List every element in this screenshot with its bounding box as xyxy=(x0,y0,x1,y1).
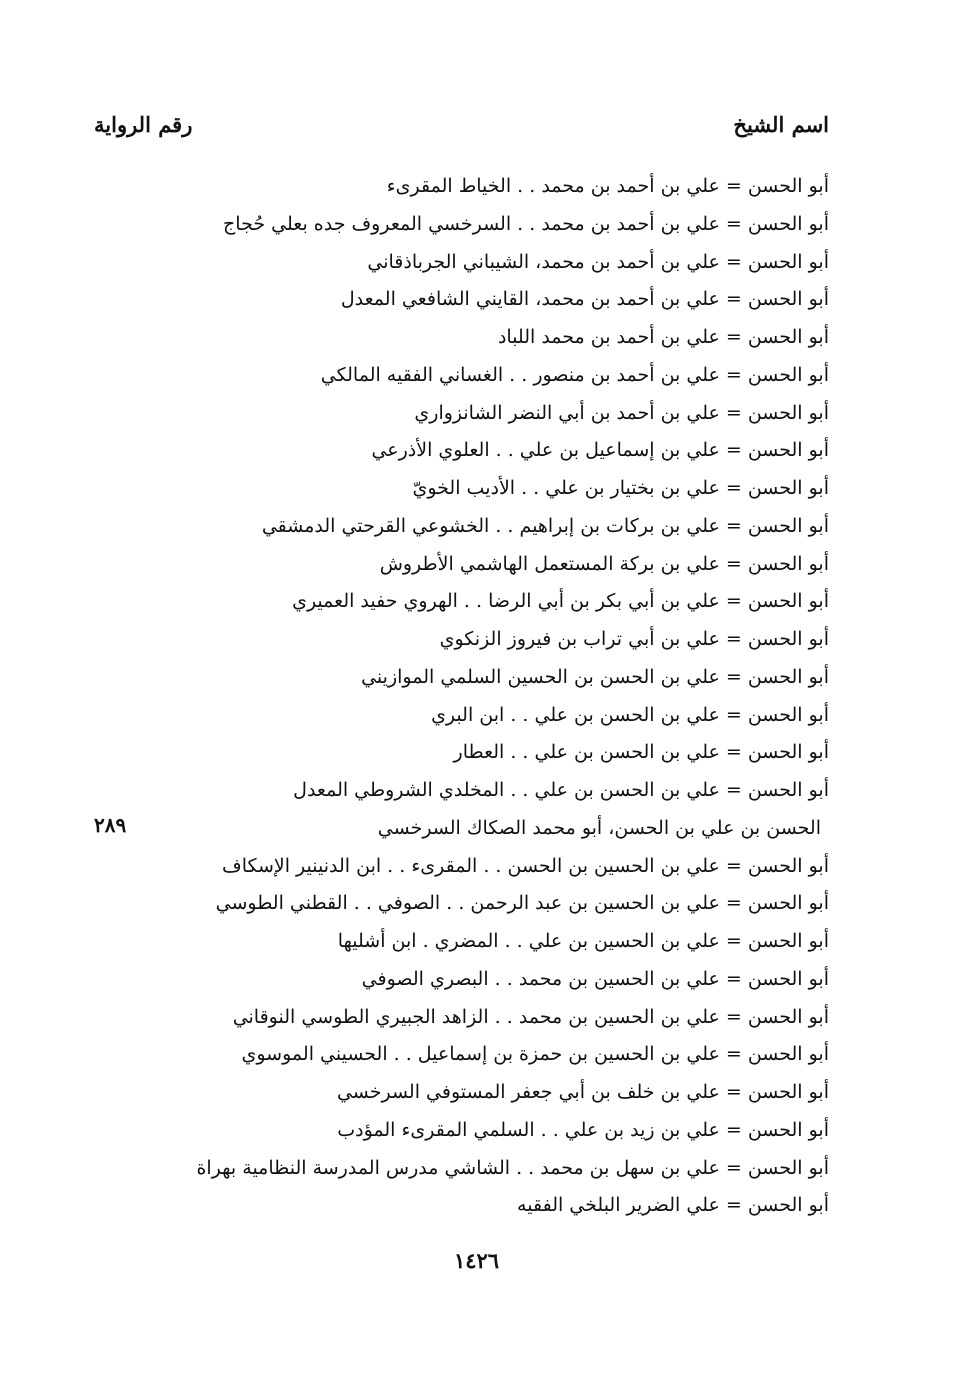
sheikh-entry: أبو الحسن = علي بن الحسن بن علي . . ابن البري xyxy=(431,703,829,726)
sheikh-entry-narrator-name: الحسن بن علي بن الحسن، أبو محمد الصكاك السرخسي xyxy=(377,816,821,839)
sheikh-entry: أبو الحسن = علي بن سهل بن محمد . . الشاشي مدرس المدرسة النظامية بهراة xyxy=(196,1156,829,1179)
sheikh-entry: أبو الحسن = علي بن أحمد بن محمد . . السرخسي المعروف جده بعلي حُجاج xyxy=(223,212,829,235)
sheikh-entry: أبو الحسن = علي بن الحسين بن محمد . . الزاهد الجبيري الطوسي النوقاني xyxy=(232,1005,829,1028)
sheikh-entry: أبو الحسن = علي بن الحسن بن علي . . العطار xyxy=(453,741,829,764)
sheikh-entry: أبو الحسن = علي بن أحمد بن محمد اللباد xyxy=(497,326,829,348)
sheikh-entry: أبو الحسن = علي بن أحمد بن محمد . . الخياط المقرىء xyxy=(386,175,829,197)
sheikh-entries-list xyxy=(129,168,829,1225)
sheikh-entry: أبو الحسن = علي بن الحسن بن علي . . المخلدي الشروطي المعدل xyxy=(293,779,829,801)
sheikh-entry: أبو الحسن = علي بن الحسين بن محمد . . البصري الصوفي xyxy=(361,967,829,990)
sheikh-entry: أبو الحسن = علي بن الحسين بن عبد الرحمن . . الصوفي . . القطني الطوسي xyxy=(215,892,829,915)
sheikh-entry: أبو الحسن = علي بن أبي تراب بن فيروز الزنكوي xyxy=(439,628,829,650)
sheikh-entry: أبو الحسن = علي بن أبي بكر بن أبي الرضا . . الهروي حفيد العميري xyxy=(292,590,829,613)
sheikh-entry: أبو الحسن = علي الضرير البلخي الفقيه xyxy=(517,1194,829,1217)
sheikh-entry: أبو الحسن = علي بن خلف بن أبي جعفر المستوفي السرخسي xyxy=(336,1081,829,1103)
sheikh-entry: أبو الحسن = علي بن بركات بن إبراهيم . . الخشوعي القرحتي الدمشقي xyxy=(261,514,829,537)
sheikh-entry: أبو الحسن = علي بن بركة المستعمل الهاشمي الأطروش xyxy=(379,552,829,575)
sheikh-entry: أبو الحسن = علي بن إسماعيل بن علي . . العلوي الأذرعي xyxy=(371,439,829,462)
sheikh-entry: أبو الحسن = علي بن الحسين بن حمزة بن إسماعيل . . الحسيني الموسوي xyxy=(241,1043,829,1066)
sheikh-entry: أبو الحسن = علي بن زيد بن علي . . السلمي المقرىء المؤدب xyxy=(337,1118,829,1141)
sheikh-entry: أبو الحسن = علي بن أحمد بن أبي النضر الشانزواري xyxy=(414,401,829,424)
sheikh-entry: أبو الحسن = علي بن أحمد بن محمد، الشيباني الجرباذقاني xyxy=(367,250,829,273)
narration-number-column-header: رقم الرواية xyxy=(94,112,193,137)
sheikh-entry: أبو الحسن = علي بن الحسن بن الحسين السلمي الموازيني xyxy=(361,665,829,688)
page-number: ١٤٢٦ xyxy=(453,1248,500,1273)
sheikh-entry: أبو الحسن = علي بن أحمد بن محمد، القايني الشافعي المعدل xyxy=(340,288,829,311)
narration-number: ٢٨٩ xyxy=(94,813,127,837)
sheikh-entry: أبو الحسن = علي بن الحسين بن الحسن . . المقرىء . . ابن الدنينير الإسكاف xyxy=(222,854,829,877)
sheikh-entry: أبو الحسن = علي بن الحسين بن علي . . المضري . ابن أشليها xyxy=(337,930,829,952)
sheikh-entry: أبو الحسن = علي بن بختيار بن علي . . الأديب الخويّ xyxy=(412,477,829,499)
sheikh-entry: أبو الحسن = علي بن أحمد بن منصور . . الغساني الفقيه المالكي xyxy=(320,363,829,386)
sheikh-name-column-header: اسم الشيخ xyxy=(733,112,829,137)
